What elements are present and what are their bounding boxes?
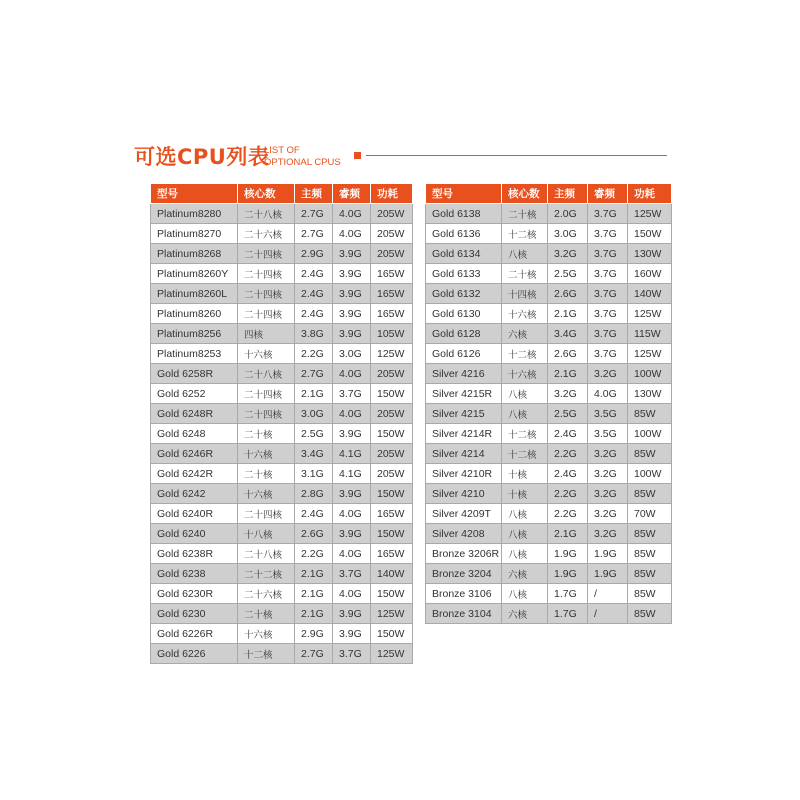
cell-model: Silver 4214	[426, 444, 502, 464]
cell-turbo-freq: 3.2G	[588, 444, 628, 464]
table-row	[426, 244, 672, 264]
cell-tdp: 165W	[371, 504, 413, 524]
cell-base-freq: 2.1G	[548, 304, 588, 324]
cell-cores: 二十八核	[238, 204, 295, 224]
cell-turbo-freq: 3.7G	[588, 204, 628, 224]
cell-model: Gold 6132	[426, 284, 502, 304]
cell-model: Platinum8260	[151, 304, 238, 324]
table-row	[426, 364, 672, 384]
cell-model: Silver 4215R	[426, 384, 502, 404]
cell-tdp: 205W	[371, 204, 413, 224]
cell-tdp: 205W	[371, 244, 413, 264]
table-row	[426, 464, 672, 484]
header-cores: 核心数	[502, 184, 548, 204]
cell-cores: 二十四核	[238, 504, 295, 524]
cell-cores: 十四核	[502, 284, 548, 304]
cell-base-freq: 2.6G	[548, 284, 588, 304]
table-row	[426, 544, 672, 564]
cell-turbo-freq: 3.7G	[588, 224, 628, 244]
cell-tdp: 85W	[628, 584, 672, 604]
table-header-row	[151, 184, 413, 204]
cell-turbo-freq: 3.7G	[588, 284, 628, 304]
page-title: 可选CPU列表	[134, 145, 270, 169]
header-model: 型号	[151, 184, 238, 204]
table-row	[426, 384, 672, 404]
cell-model: Platinum8280	[151, 204, 238, 224]
table-row	[151, 604, 413, 624]
cell-base-freq: 2.2G	[548, 484, 588, 504]
header-tdp: 功耗	[371, 184, 413, 204]
cell-turbo-freq: 3.2G	[588, 524, 628, 544]
cell-cores: 十二核	[502, 224, 548, 244]
cell-turbo-freq: 3.9G	[333, 264, 371, 284]
cell-turbo-freq: 3.5G	[588, 404, 628, 424]
cell-cores: 八核	[502, 504, 548, 524]
cell-tdp: 165W	[371, 544, 413, 564]
cell-cores: 二十四核	[238, 384, 295, 404]
table-row	[151, 284, 413, 304]
cell-tdp: 150W	[628, 224, 672, 244]
cell-tdp: 85W	[628, 604, 672, 624]
cell-tdp: 125W	[371, 644, 413, 664]
cell-tdp: 125W	[628, 304, 672, 324]
cell-tdp: 160W	[628, 264, 672, 284]
cell-model: Gold 6248	[151, 424, 238, 444]
cell-turbo-freq: 3.9G	[333, 324, 371, 344]
cell-model: Platinum8270	[151, 224, 238, 244]
cell-turbo-freq: 3.9G	[333, 624, 371, 644]
cell-tdp: 150W	[371, 624, 413, 644]
cell-model: Bronze 3206R	[426, 544, 502, 564]
cell-turbo-freq: 4.0G	[333, 544, 371, 564]
cell-model: Gold 6226R	[151, 624, 238, 644]
cell-turbo-freq: 3.7G	[333, 384, 371, 404]
cell-cores: 十六核	[238, 344, 295, 364]
cpu-table-left	[150, 183, 413, 664]
cell-tdp: 130W	[628, 244, 672, 264]
cell-base-freq: 1.9G	[548, 544, 588, 564]
cell-model: Gold 6242	[151, 484, 238, 504]
cell-turbo-freq: 4.0G	[333, 584, 371, 604]
cell-base-freq: 2.4G	[548, 424, 588, 444]
cell-turbo-freq: /	[588, 584, 628, 604]
cell-model: Gold 6252	[151, 384, 238, 404]
cell-base-freq: 1.9G	[548, 564, 588, 584]
cell-turbo-freq: 4.1G	[333, 464, 371, 484]
cell-cores: 八核	[502, 544, 548, 564]
cell-cores: 十六核	[238, 484, 295, 504]
cell-cores: 二十四核	[238, 304, 295, 324]
cell-model: Gold 6133	[426, 264, 502, 284]
header-base-freq: 主频	[295, 184, 333, 204]
cell-tdp: 140W	[371, 564, 413, 584]
cell-model: Silver 4208	[426, 524, 502, 544]
cell-cores: 六核	[502, 564, 548, 584]
table-row	[426, 604, 672, 624]
cell-base-freq: 2.2G	[295, 544, 333, 564]
cell-tdp: 165W	[371, 284, 413, 304]
cell-cores: 八核	[502, 404, 548, 424]
cell-cores: 八核	[502, 384, 548, 404]
cell-turbo-freq: /	[588, 604, 628, 624]
cell-cores: 二十八核	[238, 364, 295, 384]
cell-tdp: 85W	[628, 544, 672, 564]
table-row	[151, 504, 413, 524]
table-row	[151, 444, 413, 464]
cell-tdp: 205W	[371, 224, 413, 244]
cell-cores: 二十核	[238, 424, 295, 444]
table-row	[151, 404, 413, 424]
cell-turbo-freq: 3.7G	[588, 324, 628, 344]
header-turbo-freq: 睿频	[333, 184, 371, 204]
cell-cores: 十核	[502, 464, 548, 484]
cell-tdp: 100W	[628, 464, 672, 484]
table-row	[426, 584, 672, 604]
cell-model: Silver 4216	[426, 364, 502, 384]
cell-turbo-freq: 3.5G	[588, 424, 628, 444]
header-cores: 核心数	[238, 184, 295, 204]
cell-model: Platinum8268	[151, 244, 238, 264]
cell-base-freq: 2.6G	[295, 524, 333, 544]
cell-base-freq: 2.2G	[548, 444, 588, 464]
cell-cores: 十六核	[238, 624, 295, 644]
cell-tdp: 85W	[628, 404, 672, 424]
cell-model: Gold 6248R	[151, 404, 238, 424]
cell-model: Gold 6238R	[151, 544, 238, 564]
cell-base-freq: 2.1G	[548, 364, 588, 384]
cell-base-freq: 2.1G	[548, 524, 588, 544]
cell-model: Gold 6238	[151, 564, 238, 584]
cell-turbo-freq: 4.0G	[333, 224, 371, 244]
cell-cores: 二十核	[238, 604, 295, 624]
cell-tdp: 100W	[628, 364, 672, 384]
cell-model: Platinum8256	[151, 324, 238, 344]
cell-model: Silver 4209T	[426, 504, 502, 524]
cell-tdp: 125W	[371, 344, 413, 364]
cell-turbo-freq: 3.9G	[333, 424, 371, 444]
cell-cores: 二十六核	[238, 584, 295, 604]
cell-base-freq: 3.4G	[548, 324, 588, 344]
table-row	[151, 464, 413, 484]
cell-model: Silver 4214R	[426, 424, 502, 444]
cell-base-freq: 2.0G	[548, 204, 588, 224]
table-row	[426, 444, 672, 464]
table-row	[151, 624, 413, 644]
cell-tdp: 130W	[628, 384, 672, 404]
cell-base-freq: 3.4G	[295, 444, 333, 464]
cell-turbo-freq: 3.9G	[333, 524, 371, 544]
cell-model: Gold 6226	[151, 644, 238, 664]
cell-base-freq: 2.7G	[295, 224, 333, 244]
cell-tdp: 165W	[371, 264, 413, 284]
cell-cores: 六核	[502, 324, 548, 344]
page-subtitle	[264, 145, 341, 169]
cell-model: Gold 6242R	[151, 464, 238, 484]
table-row	[151, 424, 413, 444]
cell-cores: 十六核	[502, 304, 548, 324]
table-row	[151, 644, 413, 664]
table-row	[426, 504, 672, 524]
cell-base-freq: 2.4G	[295, 284, 333, 304]
cell-model: Gold 6246R	[151, 444, 238, 464]
cell-cores: 四核	[238, 324, 295, 344]
cell-turbo-freq: 4.1G	[333, 444, 371, 464]
cell-turbo-freq: 4.0G	[333, 504, 371, 524]
cell-model: Silver 4210	[426, 484, 502, 504]
cell-model: Gold 6130	[426, 304, 502, 324]
subtitle-line-2: OPTIONAL CPUS	[264, 157, 341, 168]
table-row	[151, 524, 413, 544]
cell-tdp: 85W	[628, 444, 672, 464]
table-row	[426, 344, 672, 364]
cell-turbo-freq: 3.7G	[588, 244, 628, 264]
cell-cores: 二十核	[238, 464, 295, 484]
cell-base-freq: 3.1G	[295, 464, 333, 484]
cell-base-freq: 2.4G	[295, 264, 333, 284]
cell-cores: 六核	[502, 604, 548, 624]
table-row	[426, 264, 672, 284]
cell-model: Gold 6230R	[151, 584, 238, 604]
cell-cores: 八核	[502, 524, 548, 544]
cell-base-freq: 2.1G	[295, 584, 333, 604]
cell-model: Bronze 3204	[426, 564, 502, 584]
cell-model: Platinum8260L	[151, 284, 238, 304]
table-row	[426, 404, 672, 424]
cell-turbo-freq: 3.9G	[333, 284, 371, 304]
cell-cores: 二十四核	[238, 284, 295, 304]
cell-cores: 十二核	[238, 644, 295, 664]
cell-tdp: 125W	[628, 344, 672, 364]
cell-base-freq: 3.0G	[548, 224, 588, 244]
cell-turbo-freq: 3.0G	[333, 344, 371, 364]
cell-tdp: 85W	[628, 524, 672, 544]
cell-tdp: 85W	[628, 484, 672, 504]
cell-base-freq: 1.7G	[548, 584, 588, 604]
cell-cores: 二十四核	[238, 264, 295, 284]
table-row	[426, 524, 672, 544]
table-row	[426, 284, 672, 304]
cell-tdp: 150W	[371, 524, 413, 544]
cell-model: Gold 6240	[151, 524, 238, 544]
cell-tdp: 115W	[628, 324, 672, 344]
cell-model: Gold 6258R	[151, 364, 238, 384]
cell-turbo-freq: 4.0G	[333, 404, 371, 424]
cell-tdp: 150W	[371, 384, 413, 404]
cell-model: Gold 6134	[426, 244, 502, 264]
cell-cores: 二十核	[502, 264, 548, 284]
cell-tdp: 205W	[371, 444, 413, 464]
cell-model: Bronze 3106	[426, 584, 502, 604]
table-row	[426, 564, 672, 584]
header-base-freq: 主频	[548, 184, 588, 204]
cell-cores: 二十六核	[238, 224, 295, 244]
cell-model: Gold 6136	[426, 224, 502, 244]
cell-turbo-freq: 3.9G	[333, 304, 371, 324]
cell-model: Gold 6230	[151, 604, 238, 624]
cell-base-freq: 2.2G	[548, 504, 588, 524]
cell-model: Gold 6128	[426, 324, 502, 344]
cell-base-freq: 2.4G	[295, 504, 333, 524]
cell-turbo-freq: 3.2G	[588, 464, 628, 484]
cell-model: Silver 4210R	[426, 464, 502, 484]
header-tdp: 功耗	[628, 184, 672, 204]
cell-base-freq: 2.9G	[295, 624, 333, 644]
cell-cores: 十二核	[502, 344, 548, 364]
header-turbo-freq: 睿频	[588, 184, 628, 204]
cell-turbo-freq: 3.2G	[588, 504, 628, 524]
cell-turbo-freq: 3.2G	[588, 484, 628, 504]
table-row	[151, 304, 413, 324]
cell-cores: 二十四核	[238, 244, 295, 264]
cell-base-freq: 2.7G	[295, 204, 333, 224]
table-row	[426, 224, 672, 244]
cell-cores: 十六核	[238, 444, 295, 464]
cell-tdp: 165W	[371, 304, 413, 324]
cell-cores: 十八核	[238, 524, 295, 544]
table-row	[151, 264, 413, 284]
cell-base-freq: 2.2G	[295, 344, 333, 364]
cell-base-freq: 2.1G	[295, 564, 333, 584]
cell-base-freq: 3.0G	[295, 404, 333, 424]
cell-cores: 十核	[502, 484, 548, 504]
table-row	[426, 484, 672, 504]
title-divider-line	[366, 155, 667, 156]
table-row	[151, 544, 413, 564]
header-model: 型号	[426, 184, 502, 204]
subtitle-line-1: LIST OF	[264, 145, 300, 156]
cell-turbo-freq: 3.9G	[333, 604, 371, 624]
table-header-row	[426, 184, 672, 204]
cell-base-freq: 2.7G	[295, 364, 333, 384]
cell-base-freq: 3.2G	[548, 384, 588, 404]
cell-base-freq: 3.2G	[548, 244, 588, 264]
table-row	[151, 584, 413, 604]
cell-model: Bronze 3104	[426, 604, 502, 624]
cell-tdp: 105W	[371, 324, 413, 344]
cell-turbo-freq: 1.9G	[588, 544, 628, 564]
cell-turbo-freq: 4.0G	[588, 384, 628, 404]
cell-cores: 十六核	[502, 364, 548, 384]
cell-turbo-freq: 3.7G	[588, 304, 628, 324]
table-row	[151, 564, 413, 584]
cell-cores: 二十二核	[238, 564, 295, 584]
table-row	[151, 384, 413, 404]
cell-base-freq: 2.5G	[548, 404, 588, 424]
table-row	[426, 324, 672, 344]
cell-cores: 八核	[502, 244, 548, 264]
cell-turbo-freq: 3.2G	[588, 364, 628, 384]
cell-model: Platinum8253	[151, 344, 238, 364]
cell-cores: 二十四核	[238, 404, 295, 424]
cell-base-freq: 2.1G	[295, 384, 333, 404]
cell-cores: 八核	[502, 584, 548, 604]
cell-base-freq: 2.7G	[295, 644, 333, 664]
cell-tdp: 125W	[628, 204, 672, 224]
table-row	[426, 204, 672, 224]
cell-tdp: 150W	[371, 484, 413, 504]
cell-turbo-freq: 4.0G	[333, 364, 371, 384]
table-row	[426, 304, 672, 324]
cell-base-freq: 2.4G	[548, 464, 588, 484]
cell-model: Silver 4215	[426, 404, 502, 424]
cell-base-freq: 2.5G	[295, 424, 333, 444]
cell-turbo-freq: 4.0G	[333, 204, 371, 224]
cell-model: Platinum8260Y	[151, 264, 238, 284]
cell-tdp: 150W	[371, 584, 413, 604]
cell-tdp: 70W	[628, 504, 672, 524]
cell-tdp: 205W	[371, 404, 413, 424]
cpu-table-right	[425, 183, 672, 624]
table-row	[151, 204, 413, 224]
cell-cores: 十二核	[502, 424, 548, 444]
cell-turbo-freq: 3.9G	[333, 484, 371, 504]
cell-base-freq: 2.5G	[548, 264, 588, 284]
cell-turbo-freq: 3.7G	[588, 264, 628, 284]
cell-tdp: 140W	[628, 284, 672, 304]
cell-base-freq: 2.6G	[548, 344, 588, 364]
cell-tdp: 205W	[371, 464, 413, 484]
cell-cores: 二十八核	[238, 544, 295, 564]
cell-base-freq: 2.9G	[295, 244, 333, 264]
cell-cores: 十二核	[502, 444, 548, 464]
cell-base-freq: 2.4G	[295, 304, 333, 324]
table-row	[151, 244, 413, 264]
cell-tdp: 100W	[628, 424, 672, 444]
cell-cores: 二十核	[502, 204, 548, 224]
cell-base-freq: 3.8G	[295, 324, 333, 344]
cell-model: Gold 6138	[426, 204, 502, 224]
cell-base-freq: 2.1G	[295, 604, 333, 624]
cell-turbo-freq: 3.7G	[588, 344, 628, 364]
table-row	[151, 224, 413, 244]
table-row	[426, 424, 672, 444]
cell-turbo-freq: 3.7G	[333, 644, 371, 664]
title-bullet-square	[354, 152, 361, 159]
cell-tdp: 85W	[628, 564, 672, 584]
cell-turbo-freq: 3.9G	[333, 244, 371, 264]
cell-base-freq: 1.7G	[548, 604, 588, 624]
cell-model: Gold 6126	[426, 344, 502, 364]
cell-tdp: 125W	[371, 604, 413, 624]
table-row	[151, 344, 413, 364]
cell-tdp: 205W	[371, 364, 413, 384]
cell-base-freq: 2.8G	[295, 484, 333, 504]
cell-model: Gold 6240R	[151, 504, 238, 524]
table-row	[151, 324, 413, 344]
table-row	[151, 364, 413, 384]
cell-tdp: 150W	[371, 424, 413, 444]
cell-turbo-freq: 1.9G	[588, 564, 628, 584]
cell-turbo-freq: 3.7G	[333, 564, 371, 584]
table-row	[151, 484, 413, 504]
